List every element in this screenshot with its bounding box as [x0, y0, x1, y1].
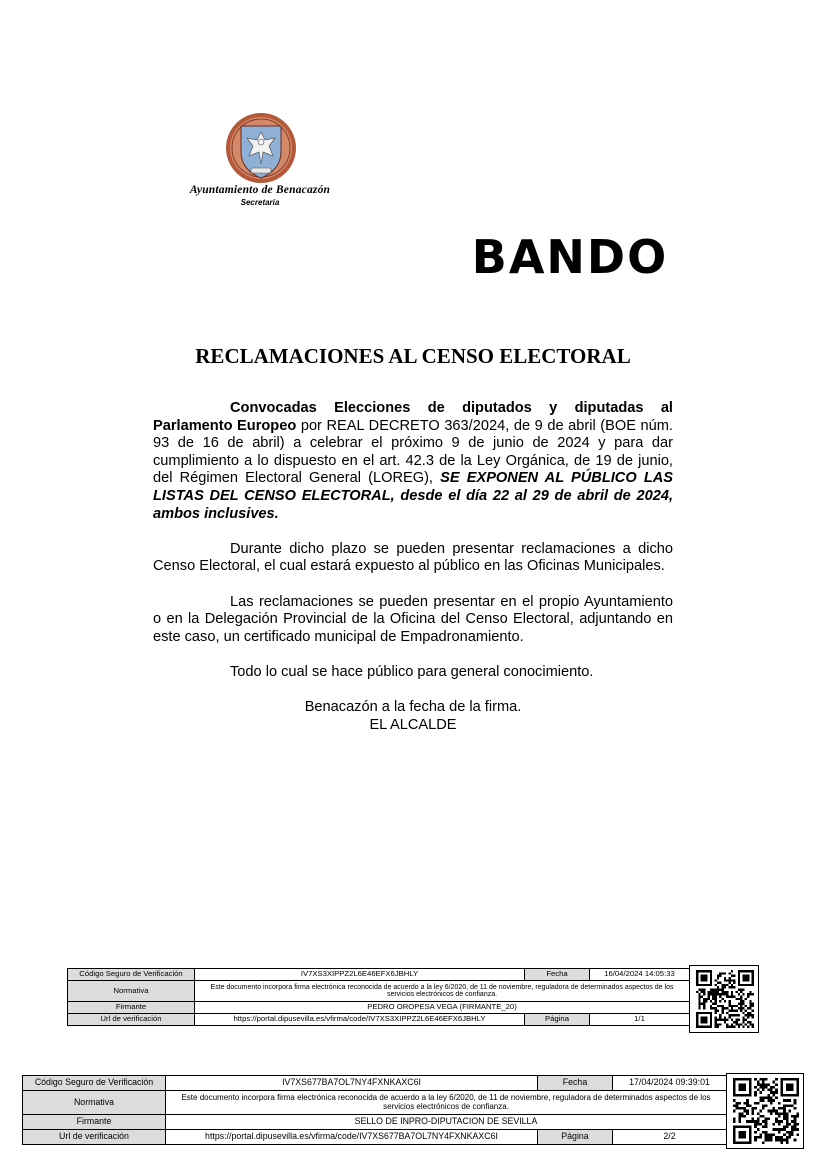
place-date: Benacazón a la fecha de la firma.: [304, 699, 522, 716]
normativa-label: Normativa: [68, 981, 195, 1002]
firmante-label: Firmante: [23, 1115, 166, 1130]
paragraph-convocatoria: [153, 400, 673, 523]
csv-label: Código Seguro de Verificación: [23, 1076, 166, 1091]
paragraph-text: Las reclamaciones se pueden presentar en el propio Ayuntamiento o en la Delegación Provincial de la Oficina del Censo Electoral, adjuntando en este caso, un certificado municipal de Empadronamiento.: [153, 593, 673, 645]
signature-table-1: [67, 968, 690, 1026]
organization-name: Ayuntamiento de Benacazón: [189, 184, 331, 196]
document-body: [153, 400, 673, 734]
csv-label: Código Seguro de Verificación: [68, 969, 195, 981]
paragraph-text: Durante dicho plazo se pueden presentar reclamaciones a dicho Censo Electoral, el cual estará expuesto al público en las Oficinas Municipales.: [153, 540, 673, 575]
pagina-label: Página: [538, 1130, 613, 1145]
normativa-label: Normativa: [23, 1091, 166, 1115]
pagina-value: 2/2: [613, 1130, 727, 1145]
url-label: Url de verificación: [23, 1130, 166, 1145]
fecha-value: 17/04/2024 09:39:01: [613, 1076, 727, 1091]
paragraph-exposure-notice: SE EXPONEN AL PÚBLICO LAS LISTAS DEL CENSO ELECTORAL, desde el día 22 al 29 de abril de 2024, ambos inclusives.: [153, 470, 674, 522]
paragraph-plazo: [153, 541, 673, 576]
normativa-value: Este documento incorpora firma electrónica reconocida de acuerdo a la ley 6/2020, de 11 de noviembre, reguladora de determinados aspectos de los servicios electrónicos de confianza.: [166, 1091, 727, 1115]
fecha-value: 16/04/2024 14:05:33: [590, 969, 690, 981]
url-label: Url de verificación: [68, 1014, 195, 1026]
document-title: BANDO: [471, 230, 669, 284]
paragraph-text: por REAL DECRETO 363/2024, de 9 de abril (BOE núm. 93 de 16 de abril) a celebrar el próximo 9 de junio de 2024 y para dar cumplimiento a lo dispuesto en el art. 42.3 de la Ley Orgánica, de 19 de junio, del Régimen Electoral General (LOREG),: [153, 417, 673, 487]
qr-code-icon: [696, 970, 754, 1028]
fecha-label: Fecha: [538, 1076, 613, 1091]
qr-code-icon: [733, 1078, 799, 1144]
qr-frame-1: [689, 965, 759, 1033]
paragraph-text: Todo lo cual se hace público para general conocimiento.: [230, 663, 594, 680]
organization-department: Secretaría: [240, 198, 280, 207]
firmante-label: Firmante: [68, 1002, 195, 1014]
csv-value: IV7XS3XIPPZ2L6E46EFX6JBHLY: [195, 969, 525, 981]
paragraph-reclamaciones: [153, 594, 673, 647]
normativa-value: Este documento incorpora firma electrónica reconocida de acuerdo a la ley 6/2020, de 11 de noviembre, reguladora de determinados aspectos de los servicios electrónicos de confianza.: [195, 981, 690, 1002]
url-value[interactable]: https://portal.dipusevilla.es/vfirma/code/IV7XS3XIPPZ2L6E46EFX6JBHLY: [195, 1014, 525, 1026]
document-heading: RECLAMACIONES AL CENSO ELECTORAL: [195, 344, 631, 368]
pagina-label: Página: [525, 1014, 590, 1026]
qr-frame-2: [726, 1073, 804, 1149]
firmante-value: PEDRO OROPESA VEGA (FIRMANTE_20): [195, 1002, 690, 1014]
paragraph-bold-lead: Convocadas Elecciones de diputados y diputadas al Parlamento Europeo: [153, 400, 673, 434]
municipal-logo: [170, 108, 350, 212]
coat-of-arms-icon: [225, 112, 297, 184]
signatory: EL ALCALDE: [369, 716, 457, 733]
paragraph-conocimiento: [153, 664, 673, 682]
firmante-value: SELLO DE INPRO-DIPUTACION DE SEVILLA: [166, 1115, 727, 1130]
url-value[interactable]: https://portal.dipusevilla.es/vfirma/code/IV7XS677BA7OL7NY4FXNKAXC6I: [166, 1130, 538, 1145]
pagina-value: 1/1: [590, 1014, 690, 1026]
fecha-label: Fecha: [525, 969, 590, 981]
csv-value: IV7XS677BA7OL7NY4FXNKAXC6I: [166, 1076, 538, 1091]
signature-table-2: [22, 1075, 727, 1145]
